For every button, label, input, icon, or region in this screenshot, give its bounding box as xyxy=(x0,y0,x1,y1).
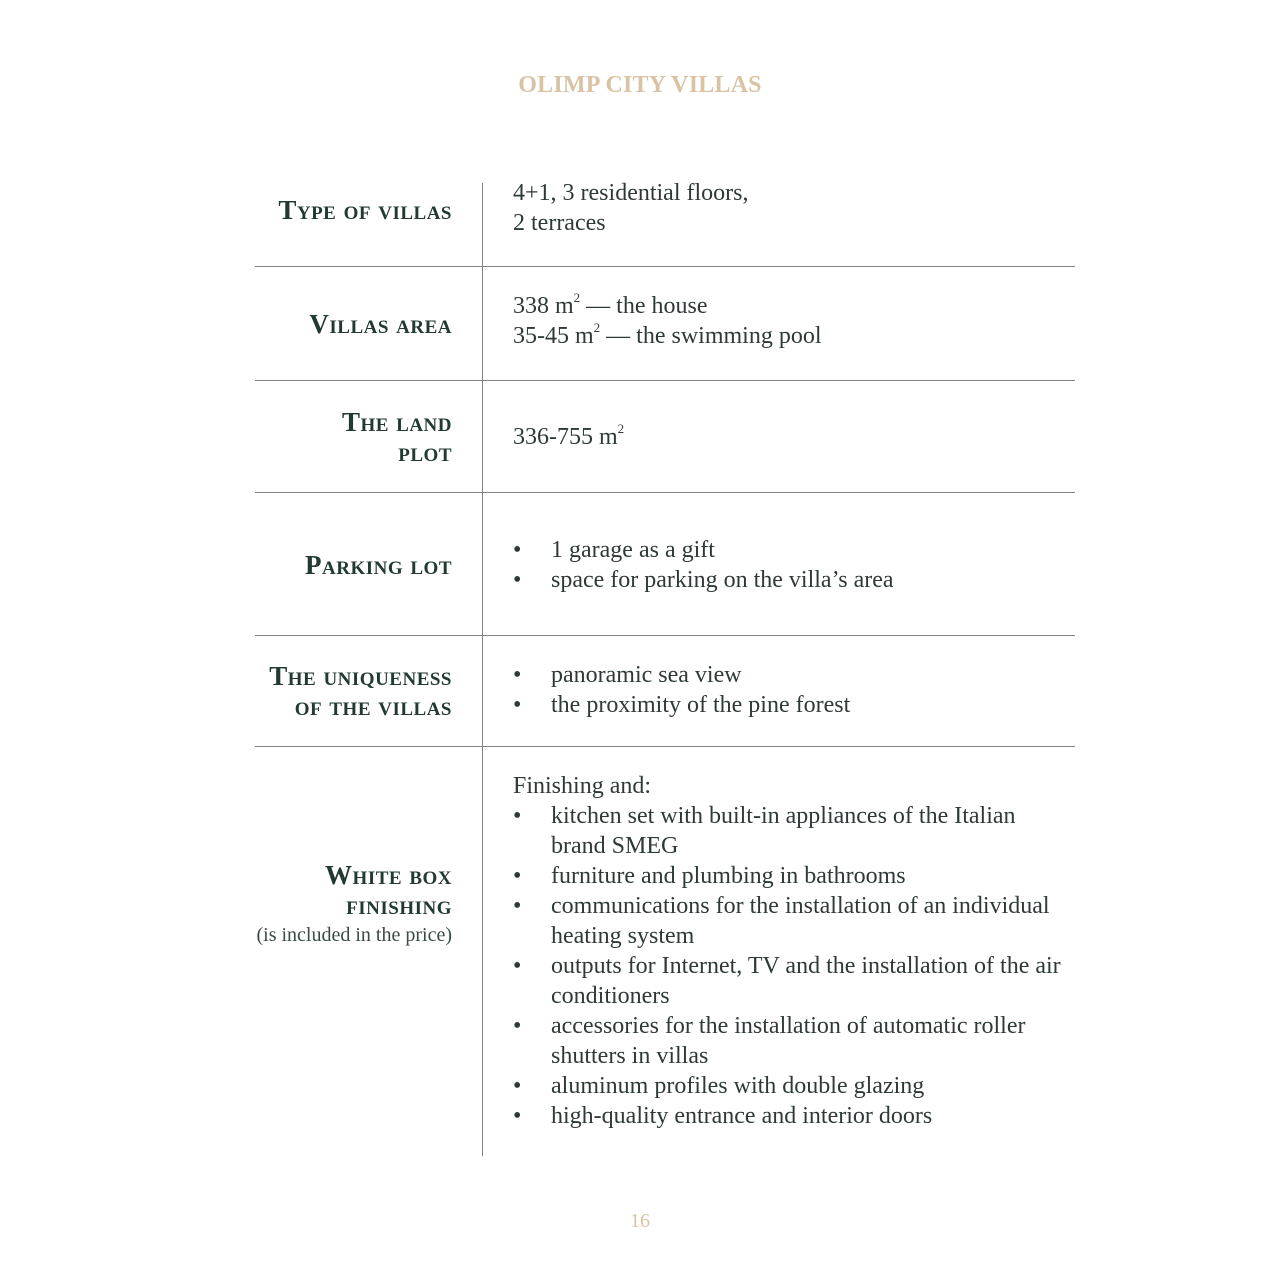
list-item: • furniture and plumbing in bathrooms xyxy=(513,861,1073,891)
list-item: • aluminum profiles with double glazing xyxy=(513,1071,1073,1101)
row-value xyxy=(513,660,1073,720)
villa-specs-table xyxy=(255,180,1075,1156)
row-label: Villas area xyxy=(309,309,452,339)
list-item: • the proximity of the pine forest xyxy=(513,690,1073,720)
page-title: OLIMP CITY VILLAS xyxy=(518,72,762,98)
table-row-land-plot xyxy=(255,381,1075,493)
list-item: • space for parking on the villa’s area xyxy=(513,565,1073,595)
table-row-villas-area xyxy=(255,267,1075,381)
table-row-parking-lot xyxy=(255,493,1075,636)
row-value xyxy=(513,291,1073,351)
bullet-list xyxy=(513,535,1073,595)
page-number: 16 xyxy=(630,1210,650,1232)
list-item: • accessories for the installation of automatic roller shutters in villas xyxy=(513,1011,1073,1071)
bullet-list xyxy=(513,660,1073,720)
list-item: • communications for the installation of an individual heating system xyxy=(513,891,1073,951)
row-value xyxy=(513,535,1073,595)
list-item: • 1 garage as a gift xyxy=(513,535,1073,565)
list-item: • panoramic sea view xyxy=(513,660,1073,690)
value-line: 2 terraces xyxy=(513,210,606,236)
value-intro: Finishing and: xyxy=(513,773,652,799)
row-label: Type of villas xyxy=(278,195,452,225)
list-item: • kitchen set with built-in appliances of the Italian brand SMEG xyxy=(513,801,1073,861)
table-row-uniqueness xyxy=(255,636,1075,747)
row-value xyxy=(513,771,1073,1131)
list-item: • outputs for Internet, TV and the installation of the air conditioners xyxy=(513,951,1073,1011)
row-label: The land plot xyxy=(341,407,452,467)
row-label: Parking lot xyxy=(305,550,452,580)
value-line: 4+1, 3 residential floors, xyxy=(513,180,749,206)
list-item: • high-quality entrance and interior doors xyxy=(513,1101,1073,1131)
row-label: The uniqueness of the villas xyxy=(269,661,452,721)
value-line: 35-45 $m^2$ — the swimming pool xyxy=(513,320,822,349)
table-row-white-box xyxy=(255,747,1075,1156)
label-note: (is included in the price) xyxy=(256,924,452,946)
row-label: White box finishing (is included in the price) xyxy=(255,860,452,950)
row-value xyxy=(513,178,1073,238)
bullet-list xyxy=(513,801,1073,1131)
row-value: 336-755 $m^2$ xyxy=(513,421,625,450)
value-line: 338 $m^2$ — the house xyxy=(513,290,708,319)
table-row-type-of-villas xyxy=(255,180,1075,267)
